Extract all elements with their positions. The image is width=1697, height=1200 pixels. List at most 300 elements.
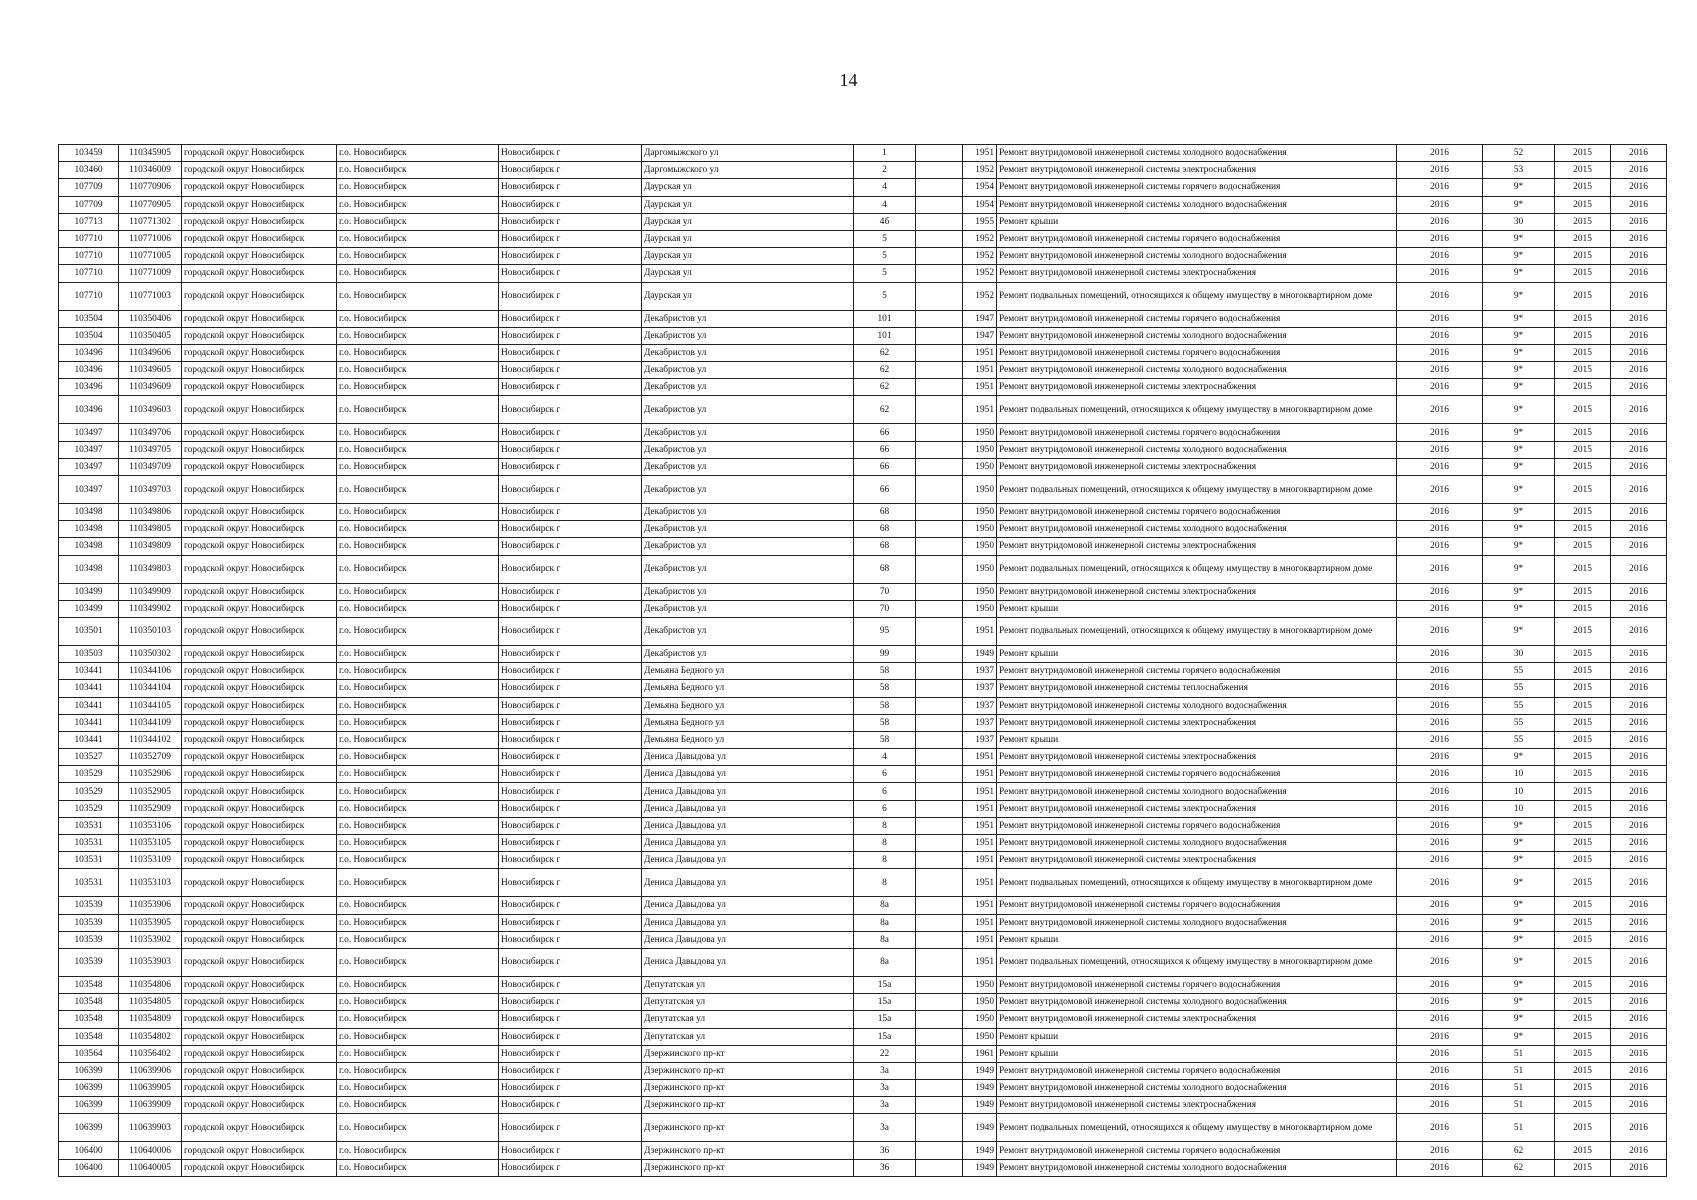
cell-year: 1947 xyxy=(963,327,997,344)
cell-building xyxy=(916,731,963,748)
cell-work-id: 110349706 xyxy=(119,424,182,441)
cell-house-number: 58 xyxy=(854,680,916,697)
cell-municipality: городской округ Новосибирск xyxy=(182,145,337,162)
table-row xyxy=(59,179,1667,196)
cell-settlement: г.о. Новосибирск xyxy=(337,1080,499,1097)
cell-plan-year: 2016 xyxy=(1397,948,1483,976)
cell-end-year: 2016 xyxy=(1611,344,1667,361)
cell-settlement: г.о. Новосибирск xyxy=(337,441,499,458)
cell-work-id: 110349806 xyxy=(119,504,182,521)
cell-mark: 9* xyxy=(1483,196,1555,213)
cell-plan-year: 2016 xyxy=(1397,869,1483,897)
cell-settlement: г.о. Новосибирск xyxy=(337,645,499,662)
cell-street: Декабристов ул xyxy=(642,396,854,424)
cell-settlement: г.о. Новосибирск xyxy=(337,783,499,800)
cell-year: 1949 xyxy=(963,1114,997,1142)
cell-work-type: Ремонт крыши xyxy=(997,1045,1397,1062)
cell-city: Новосибирск г xyxy=(499,344,642,361)
cell-year: 1950 xyxy=(963,538,997,555)
cell-end-year: 2016 xyxy=(1611,327,1667,344)
cell-work-id: 110349603 xyxy=(119,396,182,424)
cell-plan-year: 2016 xyxy=(1397,248,1483,265)
cell-mark: 9* xyxy=(1483,521,1555,538)
cell-end-year: 2016 xyxy=(1611,1011,1667,1028)
cell-end-year: 2016 xyxy=(1611,162,1667,179)
cell-house-id: 103531 xyxy=(59,835,119,852)
cell-building xyxy=(916,1011,963,1028)
cell-building xyxy=(916,424,963,441)
cell-work-type: Ремонт внутридомовой инженерной системы электроснабжения xyxy=(997,714,1397,731)
cell-building xyxy=(916,914,963,931)
cell-year: 1937 xyxy=(963,731,997,748)
cell-house-number: 58 xyxy=(854,663,916,680)
cell-house-id: 103459 xyxy=(59,145,119,162)
cell-building xyxy=(916,931,963,948)
cell-city: Новосибирск г xyxy=(499,1045,642,1062)
cell-work-type: Ремонт внутридомовой инженерной системы горячего водоснабжения xyxy=(997,344,1397,361)
cell-end-year: 2016 xyxy=(1611,555,1667,583)
cell-work-id: 110353905 xyxy=(119,914,182,931)
cell-start-year: 2015 xyxy=(1555,948,1611,976)
cell-end-year: 2016 xyxy=(1611,521,1667,538)
cell-municipality: городской округ Новосибирск xyxy=(182,697,337,714)
cell-house-id: 103527 xyxy=(59,749,119,766)
cell-mark: 9* xyxy=(1483,362,1555,379)
cell-city: Новосибирск г xyxy=(499,697,642,714)
cell-house-number: 70 xyxy=(854,600,916,617)
cell-work-type: Ремонт подвальных помещений, относящихся к общему имуществу в многоквартирном доме xyxy=(997,1114,1397,1142)
table-row xyxy=(59,749,1667,766)
cell-settlement: г.о. Новосибирск xyxy=(337,731,499,748)
cell-settlement: г.о. Новосибирск xyxy=(337,663,499,680)
cell-house-id: 107710 xyxy=(59,282,119,310)
cell-year: 1950 xyxy=(963,521,997,538)
cell-city: Новосибирск г xyxy=(499,248,642,265)
cell-work-type: Ремонт внутридомовой инженерной системы горячего водоснабжения xyxy=(997,504,1397,521)
cell-mark: 9* xyxy=(1483,458,1555,475)
cell-plan-year: 2016 xyxy=(1397,282,1483,310)
cell-plan-year: 2016 xyxy=(1397,800,1483,817)
cell-end-year: 2016 xyxy=(1611,766,1667,783)
cell-mark: 9* xyxy=(1483,931,1555,948)
cell-house-id: 103539 xyxy=(59,931,119,948)
cell-settlement: г.о. Новосибирск xyxy=(337,1028,499,1045)
cell-street: Дзержинского пр-кт xyxy=(642,1097,854,1114)
cell-end-year: 2016 xyxy=(1611,196,1667,213)
cell-year: 1949 xyxy=(963,1159,997,1176)
cell-mark: 9* xyxy=(1483,1028,1555,1045)
cell-year: 1952 xyxy=(963,230,997,247)
cell-end-year: 2016 xyxy=(1611,680,1667,697)
table-row xyxy=(59,783,1667,800)
cell-plan-year: 2016 xyxy=(1397,931,1483,948)
cell-start-year: 2015 xyxy=(1555,344,1611,361)
cell-year: 1954 xyxy=(963,179,997,196)
table-row xyxy=(59,914,1667,931)
cell-plan-year: 2016 xyxy=(1397,1080,1483,1097)
cell-work-id: 110349809 xyxy=(119,538,182,555)
cell-year: 1950 xyxy=(963,441,997,458)
cell-work-type: Ремонт крыши xyxy=(997,213,1397,230)
cell-work-id: 110349805 xyxy=(119,521,182,538)
cell-work-id: 110771005 xyxy=(119,248,182,265)
cell-building xyxy=(916,344,963,361)
cell-settlement: г.о. Новосибирск xyxy=(337,504,499,521)
cell-building xyxy=(916,458,963,475)
cell-house-id: 103501 xyxy=(59,617,119,645)
cell-house-id: 103531 xyxy=(59,869,119,897)
table-row xyxy=(59,1080,1667,1097)
cell-street: Даурская ул xyxy=(642,248,854,265)
cell-work-type: Ремонт внутридомовой инженерной системы холодного водоснабжения xyxy=(997,248,1397,265)
cell-building xyxy=(916,248,963,265)
cell-work-id: 110771003 xyxy=(119,282,182,310)
cell-year: 1949 xyxy=(963,645,997,662)
cell-house-id: 107710 xyxy=(59,265,119,282)
cell-house-id: 103539 xyxy=(59,914,119,931)
cell-house-id: 103497 xyxy=(59,476,119,504)
table-row xyxy=(59,645,1667,662)
cell-plan-year: 2016 xyxy=(1397,179,1483,196)
cell-building xyxy=(916,766,963,783)
cell-street: Демьяна Бедного ул xyxy=(642,680,854,697)
cell-city: Новосибирск г xyxy=(499,994,642,1011)
cell-mark: 9* xyxy=(1483,869,1555,897)
cell-mark: 9* xyxy=(1483,327,1555,344)
cell-building xyxy=(916,327,963,344)
cell-house-number: 3а xyxy=(854,1114,916,1142)
cell-end-year: 2016 xyxy=(1611,230,1667,247)
cell-city: Новосибирск г xyxy=(499,230,642,247)
table-row xyxy=(59,817,1667,834)
cell-municipality: городской округ Новосибирск xyxy=(182,948,337,976)
cell-settlement: г.о. Новосибирск xyxy=(337,196,499,213)
cell-building xyxy=(916,800,963,817)
cell-mark: 9* xyxy=(1483,749,1555,766)
cell-city: Новосибирск г xyxy=(499,1097,642,1114)
cell-house-number: 99 xyxy=(854,645,916,662)
cell-mark: 9* xyxy=(1483,396,1555,424)
cell-house-number: 4 xyxy=(854,179,916,196)
cell-settlement: г.о. Новосибирск xyxy=(337,835,499,852)
cell-work-id: 110349803 xyxy=(119,555,182,583)
cell-municipality: городской округ Новосибирск xyxy=(182,1028,337,1045)
cell-street: Демьяна Бедного ул xyxy=(642,663,854,680)
cell-street: Декабристов ул xyxy=(642,555,854,583)
cell-building xyxy=(916,379,963,396)
cell-house-id: 103441 xyxy=(59,663,119,680)
cell-year: 1951 xyxy=(963,362,997,379)
cell-mark: 10 xyxy=(1483,800,1555,817)
cell-municipality: городской округ Новосибирск xyxy=(182,424,337,441)
cell-municipality: городской округ Новосибирск xyxy=(182,441,337,458)
cell-city: Новосибирск г xyxy=(499,714,642,731)
cell-start-year: 2015 xyxy=(1555,162,1611,179)
cell-work-type: Ремонт внутридомовой инженерной системы горячего водоснабжения xyxy=(997,663,1397,680)
cell-end-year: 2016 xyxy=(1611,835,1667,852)
cell-work-id: 110352709 xyxy=(119,749,182,766)
cell-house-id: 103529 xyxy=(59,783,119,800)
cell-year: 1951 xyxy=(963,869,997,897)
cell-house-id: 103529 xyxy=(59,766,119,783)
cell-settlement: г.о. Новосибирск xyxy=(337,265,499,282)
cell-end-year: 2016 xyxy=(1611,179,1667,196)
cell-work-type: Ремонт внутридомовой инженерной системы горячего водоснабжения xyxy=(997,1062,1397,1079)
cell-year: 1947 xyxy=(963,310,997,327)
cell-house-number: 62 xyxy=(854,362,916,379)
cell-house-id: 106400 xyxy=(59,1142,119,1159)
cell-municipality: городской округ Новосибирск xyxy=(182,645,337,662)
cell-street: Декабристов ул xyxy=(642,476,854,504)
cell-plan-year: 2016 xyxy=(1397,617,1483,645)
cell-work-type: Ремонт подвальных помещений, относящихся к общему имуществу в многоквартирном доме xyxy=(997,869,1397,897)
cell-house-id: 103504 xyxy=(59,327,119,344)
cell-start-year: 2015 xyxy=(1555,458,1611,475)
cell-house-number: 8а xyxy=(854,931,916,948)
cell-year: 1961 xyxy=(963,1045,997,1062)
cell-municipality: городской округ Новосибирск xyxy=(182,976,337,993)
table-row xyxy=(59,1045,1667,1062)
cell-end-year: 2016 xyxy=(1611,817,1667,834)
cell-settlement: г.о. Новосибирск xyxy=(337,583,499,600)
cell-plan-year: 2016 xyxy=(1397,213,1483,230)
cell-settlement: г.о. Новосибирск xyxy=(337,424,499,441)
cell-start-year: 2015 xyxy=(1555,310,1611,327)
cell-year: 1950 xyxy=(963,504,997,521)
cell-plan-year: 2016 xyxy=(1397,783,1483,800)
cell-settlement: г.о. Новосибирск xyxy=(337,379,499,396)
table-row xyxy=(59,327,1667,344)
cell-street: Дениса Давыдова ул xyxy=(642,817,854,834)
cell-municipality: городской округ Новосибирск xyxy=(182,897,337,914)
cell-year: 1952 xyxy=(963,282,997,310)
cell-start-year: 2015 xyxy=(1555,362,1611,379)
cell-house-number: 3а xyxy=(854,1062,916,1079)
cell-start-year: 2015 xyxy=(1555,1080,1611,1097)
cell-city: Новосибирск г xyxy=(499,976,642,993)
cell-municipality: городской округ Новосибирск xyxy=(182,379,337,396)
table-row xyxy=(59,362,1667,379)
cell-year: 1951 xyxy=(963,948,997,976)
cell-work-type: Ремонт внутридомовой инженерной системы холодного водоснабжения xyxy=(997,914,1397,931)
cell-building xyxy=(916,310,963,327)
cell-settlement: г.о. Новосибирск xyxy=(337,248,499,265)
cell-year: 1951 xyxy=(963,344,997,361)
cell-street: Даурская ул xyxy=(642,213,854,230)
table-row xyxy=(59,1159,1667,1176)
cell-end-year: 2016 xyxy=(1611,265,1667,282)
cell-mark: 9* xyxy=(1483,852,1555,869)
cell-end-year: 2016 xyxy=(1611,914,1667,931)
cell-work-id: 110771006 xyxy=(119,230,182,247)
table-row xyxy=(59,897,1667,914)
cell-city: Новосибирск г xyxy=(499,1159,642,1176)
cell-municipality: городской округ Новосибирск xyxy=(182,282,337,310)
cell-mark: 55 xyxy=(1483,714,1555,731)
cell-end-year: 2016 xyxy=(1611,731,1667,748)
cell-mark: 55 xyxy=(1483,731,1555,748)
cell-mark: 62 xyxy=(1483,1159,1555,1176)
cell-start-year: 2015 xyxy=(1555,504,1611,521)
cell-street: Дзержинского пр-кт xyxy=(642,1114,854,1142)
cell-house-number: 4б xyxy=(854,213,916,230)
cell-street: Дениса Давыдова ул xyxy=(642,869,854,897)
cell-plan-year: 2016 xyxy=(1397,396,1483,424)
cell-building xyxy=(916,697,963,714)
cell-city: Новосибирск г xyxy=(499,196,642,213)
cell-start-year: 2015 xyxy=(1555,680,1611,697)
cell-end-year: 2016 xyxy=(1611,441,1667,458)
cell-house-number: 62 xyxy=(854,379,916,396)
cell-year: 1951 xyxy=(963,852,997,869)
cell-mark: 62 xyxy=(1483,1142,1555,1159)
cell-building xyxy=(916,538,963,555)
cell-plan-year: 2016 xyxy=(1397,766,1483,783)
cell-work-id: 110353109 xyxy=(119,852,182,869)
cell-city: Новосибирск г xyxy=(499,914,642,931)
cell-house-number: 5 xyxy=(854,265,916,282)
cell-start-year: 2015 xyxy=(1555,248,1611,265)
cell-start-year: 2015 xyxy=(1555,869,1611,897)
cell-plan-year: 2016 xyxy=(1397,1045,1483,1062)
cell-street: Декабристов ул xyxy=(642,538,854,555)
cell-year: 1950 xyxy=(963,1028,997,1045)
cell-settlement: г.о. Новосибирск xyxy=(337,458,499,475)
cell-house-id: 103548 xyxy=(59,976,119,993)
cell-municipality: городской округ Новосибирск xyxy=(182,600,337,617)
cell-work-type: Ремонт внутридомовой инженерной системы горячего водоснабжения xyxy=(997,976,1397,993)
cell-plan-year: 2016 xyxy=(1397,1097,1483,1114)
cell-work-id: 110352906 xyxy=(119,766,182,783)
cell-start-year: 2015 xyxy=(1555,145,1611,162)
cell-start-year: 2015 xyxy=(1555,800,1611,817)
cell-settlement: г.о. Новосибирск xyxy=(337,282,499,310)
cell-plan-year: 2016 xyxy=(1397,162,1483,179)
cell-end-year: 2016 xyxy=(1611,476,1667,504)
cell-building xyxy=(916,162,963,179)
cell-plan-year: 2016 xyxy=(1397,441,1483,458)
cell-house-number: 4 xyxy=(854,749,916,766)
cell-city: Новосибирск г xyxy=(499,749,642,766)
cell-mark: 55 xyxy=(1483,680,1555,697)
cell-building xyxy=(916,783,963,800)
cell-settlement: г.о. Новосибирск xyxy=(337,697,499,714)
cell-work-id: 110344109 xyxy=(119,714,182,731)
cell-work-id: 110344106 xyxy=(119,663,182,680)
cell-house-number: 15а xyxy=(854,1028,916,1045)
cell-year: 1952 xyxy=(963,162,997,179)
cell-settlement: г.о. Новосибирск xyxy=(337,327,499,344)
cell-house-id: 106399 xyxy=(59,1097,119,1114)
cell-street: Дзержинского пр-кт xyxy=(642,1062,854,1079)
cell-house-id: 107713 xyxy=(59,213,119,230)
cell-mark: 9* xyxy=(1483,248,1555,265)
cell-year: 1950 xyxy=(963,583,997,600)
cell-house-number: 6 xyxy=(854,800,916,817)
cell-work-type: Ремонт внутридомовой инженерной системы холодного водоснабжения xyxy=(997,196,1397,213)
cell-settlement: г.о. Новосибирск xyxy=(337,976,499,993)
cell-work-type: Ремонт крыши xyxy=(997,931,1397,948)
cell-year: 1950 xyxy=(963,555,997,583)
cell-municipality: городской округ Новосибирск xyxy=(182,617,337,645)
table-row xyxy=(59,1028,1667,1045)
cell-house-id: 103548 xyxy=(59,1011,119,1028)
cell-municipality: городской округ Новосибирск xyxy=(182,230,337,247)
cell-street: Даргомыжского ул xyxy=(642,145,854,162)
cell-street: Даргомыжского ул xyxy=(642,162,854,179)
cell-building xyxy=(916,476,963,504)
cell-house-number: 66 xyxy=(854,424,916,441)
cell-city: Новосибирск г xyxy=(499,179,642,196)
table-row xyxy=(59,680,1667,697)
cell-house-id: 103441 xyxy=(59,731,119,748)
cell-plan-year: 2016 xyxy=(1397,835,1483,852)
cell-work-id: 110349609 xyxy=(119,379,182,396)
cell-work-type: Ремонт внутридомовой инженерной системы электроснабжения xyxy=(997,583,1397,600)
cell-work-id: 110349909 xyxy=(119,583,182,600)
table-row xyxy=(59,424,1667,441)
cell-plan-year: 2016 xyxy=(1397,1159,1483,1176)
cell-year: 1951 xyxy=(963,617,997,645)
cell-end-year: 2016 xyxy=(1611,976,1667,993)
cell-street: Декабристов ул xyxy=(642,441,854,458)
cell-house-id: 103498 xyxy=(59,521,119,538)
cell-end-year: 2016 xyxy=(1611,1097,1667,1114)
cell-plan-year: 2016 xyxy=(1397,379,1483,396)
cell-house-id: 103499 xyxy=(59,600,119,617)
cell-street: Декабристов ул xyxy=(642,327,854,344)
cell-year: 1937 xyxy=(963,714,997,731)
cell-plan-year: 2016 xyxy=(1397,1142,1483,1159)
cell-plan-year: 2016 xyxy=(1397,344,1483,361)
cell-building xyxy=(916,145,963,162)
cell-house-number: 62 xyxy=(854,396,916,424)
cell-plan-year: 2016 xyxy=(1397,265,1483,282)
cell-year: 1952 xyxy=(963,248,997,265)
cell-building xyxy=(916,680,963,697)
cell-mark: 9* xyxy=(1483,976,1555,993)
cell-work-id: 110771009 xyxy=(119,265,182,282)
cell-house-id: 103498 xyxy=(59,538,119,555)
cell-settlement: г.о. Новосибирск xyxy=(337,179,499,196)
cell-street: Дзержинского пр-кт xyxy=(642,1045,854,1062)
cell-city: Новосибирск г xyxy=(499,817,642,834)
cell-street: Дениса Давыдова ул xyxy=(642,931,854,948)
cell-house-number: 101 xyxy=(854,327,916,344)
cell-street: Депутатская ул xyxy=(642,1028,854,1045)
cell-building xyxy=(916,1159,963,1176)
cell-street: Дениса Давыдова ул xyxy=(642,914,854,931)
cell-street: Даурская ул xyxy=(642,230,854,247)
cell-mark: 9* xyxy=(1483,600,1555,617)
cell-building xyxy=(916,600,963,617)
cell-end-year: 2016 xyxy=(1611,379,1667,396)
cell-work-type: Ремонт подвальных помещений, относящихся к общему имуществу в многоквартирном доме xyxy=(997,282,1397,310)
cell-building xyxy=(916,714,963,731)
cell-house-number: 58 xyxy=(854,731,916,748)
cell-end-year: 2016 xyxy=(1611,310,1667,327)
cell-settlement: г.о. Новосибирск xyxy=(337,521,499,538)
cell-municipality: городской округ Новосибирск xyxy=(182,817,337,834)
cell-plan-year: 2016 xyxy=(1397,749,1483,766)
cell-municipality: городской округ Новосибирск xyxy=(182,583,337,600)
cell-mark: 9* xyxy=(1483,424,1555,441)
cell-year: 1951 xyxy=(963,931,997,948)
cell-settlement: г.о. Новосибирск xyxy=(337,817,499,834)
cell-house-id: 106400 xyxy=(59,1159,119,1176)
cell-municipality: городской округ Новосибирск xyxy=(182,504,337,521)
cell-work-id: 110354805 xyxy=(119,994,182,1011)
